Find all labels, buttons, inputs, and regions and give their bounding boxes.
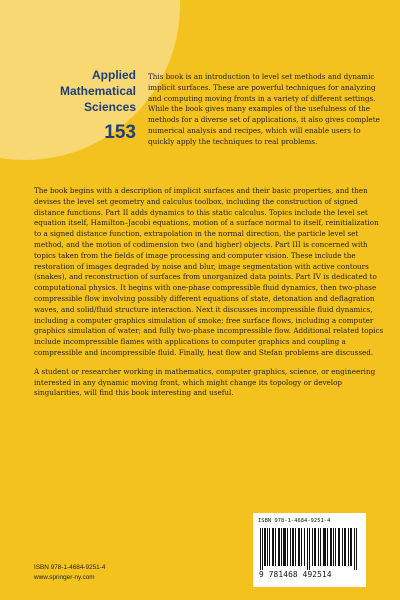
description-paragraph-1: The book begins with a description of implicit surfaces and their basic properties, and then devises the level set geometry and calculus toolbox, including the construction of signed distance functions. Part II adds dynamics to this static calculus. Topics include the level set equation itself, Hamilton–Jacobi equations, motion of a surface normal to itself, reinitialization to a signed distance function, extrapolation in the normal direction, the particle level set method, and the motion of codimension two (and higher) objects. Part III is concerned with topics taken from the fields of image processing and computer vision. These include the restoration of images degraded by noise and blur, image segmentation with active contours (snakes), and reconstruction of surfaces from unorganized data points. Part IV is dedicated to computational physics. It begins with one-phase compressible fluid dynamics, then two-phase compressible flow involving possibly different equations of state, detonation and deflagration waves, and solid/fluid structure interaction. Next it discusses incompressible fluid dynamics, including a computer graphics simulation of smoke; free surface flows, including a computer graphics simulation of water; and fully two-phase incompressible flow. Additional related topics include incompressible flames with applications to computer graphics and coupling a compressible and incompressible fluid. Finally, heat flow and Stefan problems are discussed.	[34, 186, 384, 357]
publisher-url[interactable]: www.springer-ny.com	[34, 574, 95, 581]
series-title-block	[56, 67, 136, 143]
series-title-line-2: Mathematical	[59, 84, 136, 98]
description-paragraph-2: A student or researcher working in mathematics, computer graphics, science, or engineering interested in any dynamic moving front, which might change its topology or develop singularities, will find this book interesting and useful.	[34, 366, 376, 398]
series-title-line-1: Applied	[92, 68, 136, 82]
footer-block	[34, 563, 105, 583]
series-volume-number: 153	[104, 122, 136, 143]
barcode-box	[253, 513, 366, 587]
barcode-bars	[260, 528, 359, 570]
intro-paragraph: This book is an introduction to level set methods and dynamic implicit surfaces. These are powerful techniques for analyzing and computing moving fronts in a variety of different settings. While the book gives many examples of the usefulness of the methods for a diverse set of applications, it also gives complete numerical analysis and recipes, which will enable users to quickly apply the techniques to real problems.	[148, 72, 380, 146]
description-text	[34, 186, 384, 407]
series-title-line-3: Sciences	[83, 100, 136, 114]
footer-isbn: ISBN 978-1-4684-9251-4	[34, 564, 106, 571]
barcode-digits: 9 781468 492514	[259, 570, 332, 579]
barcode-isbn-label: ISBN 978-1-4684-9251-4	[258, 518, 331, 524]
